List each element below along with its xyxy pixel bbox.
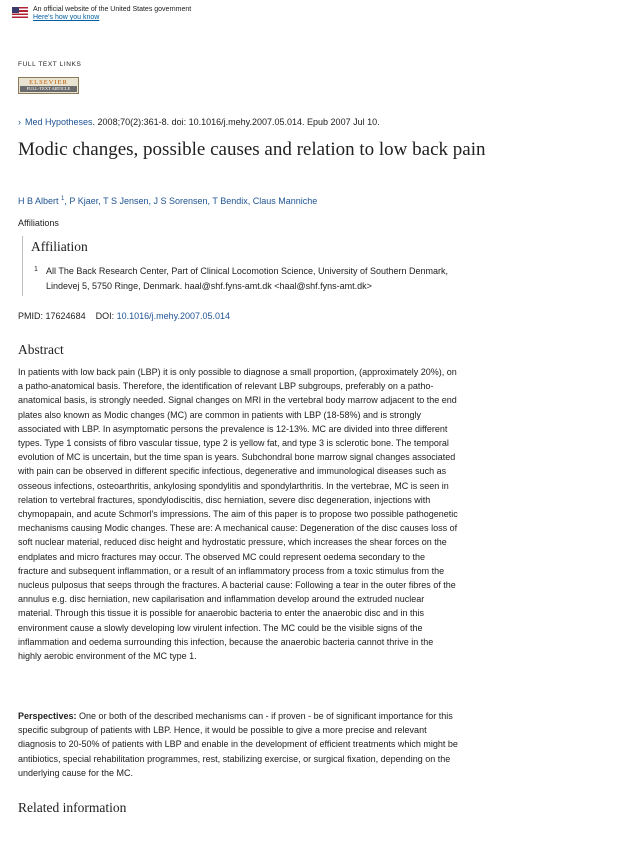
perspectives-text: One or both of the described mechanisms can - if proven - be of significant importance for this specific subgroup of patients with LBP. Hence, it would be possible to give a more precise and relevant diagnosis to 20-50% of patients with LBP and enable in the development of efficient treatments which might be antibiotics, special rehabilitation programmes, rest, stabilizing exercise, or surgical fixation, depending on the underlying cause for the MC. — [18, 711, 458, 778]
article-identifiers — [18, 311, 230, 321]
perspectives-label: Perspectives: — [18, 711, 77, 721]
affiliation-heading: Affiliation — [31, 239, 88, 254]
abstract-perspectives — [18, 709, 458, 780]
citation-details: . 2008;70(2):361-8. doi: 10.1016/j.mehy.2007.05.014. Epub 2007 Jul 10. — [92, 117, 380, 127]
author-link[interactable]: T S Jensen — [103, 196, 149, 206]
article-title: Modic changes, possible causes and relation to low back pain — [18, 139, 486, 160]
gov-banner — [12, 6, 191, 24]
affiliation-number: 1 — [34, 266, 38, 273]
chevron-right-icon: › — [18, 117, 21, 127]
author-link[interactable]: J S Sorensen — [153, 196, 208, 206]
author-list: H B Albert $^1$, P Kjaer, T S Jensen, J S Sorensen, T Bendix, Claus Manniche — [18, 196, 318, 206]
affiliation-text: All The Back Research Center, Part of Clinical Locomotion Science, University of Southern Denmark, Lindevej 5, 5750 Ringe, Denmark. haal@shf.fyns-amt.dk <haal@shf.fyns-amt.dk> — [46, 266, 449, 291]
abstract-body: In patients with low back pain (LBP) it is only possible to diagnose a small proportion, (approximately 20%), on a patho-anatomical basis. Therefore, the identification of relevant LBP subgroups, preferably on a patho-anatomical basis, is strongly needed. Signal changes on MRI in the vertebral body marrow adjacent to the end plates also known as Modic changes (MC) are common in patients with LBP (18-58%) and is strongly associated with LBP. In asymptomatic persons the prevalence is 12-13%. MC are divided into three different types. Type 1 consists of fibro vascular tissue, type 2 is yellow fat, and type 3 is sclerotic bone. The temporal evolution of MC is uncertain, but the time span is years. Subchondral bone marrow signal changes associated with pain can be observed in different specific infectious, degenerative and immunological diseases such as osseous infections, osteoarthritis, ankylosing spondylitis and spondylarthritis. In the vertebrae, MC is seen in relation to vertebral fractures, spondylodiscitis, disc herniation, severe disc degeneration, injections with chymopapain, and acute Schmorl's impressions. The aim of this paper is to propose two possible pathogenetic mechanisms causing Modic changes. These are: A mechanical cause: Degeneration of the disc causes loss of soft nuclear material, reduced disc height and hydrostatic pressure, which increases the shear forces on the endplates and micro fractures may occur. The observed MC could represent oedema secondary to the fracture and subsequent inflammation, or a result of an inflammatory process from a toxic stimulus from the nucleus pulposus that seeps through the fractures. A bacterial cause: Following a tear in the outer fibres of the annulus e.g. disc herniation, new capilarisation and inflammation develop around the extruded nuclear material. Through this tissue it is possible for anaerobic bacteria to enter the anaerobic disc and in this environment cause a slowly developing low virulent infection. The MC could be the visible signs of the inflammation and oedema surrounding this infection, because the anaerobic bacteria cannot thrive in the highly aerobic environment of the MC type 1. — [18, 367, 458, 662]
citation — [18, 117, 380, 127]
affiliation-panel — [22, 236, 563, 296]
us-flag-icon — [12, 7, 28, 18]
elsevier-full-text-link[interactable] — [18, 77, 79, 94]
affiliations-toggle[interactable]: Affiliations — [18, 218, 59, 228]
gov-banner-text: An official website of the United States government — [33, 6, 192, 13]
affiliation-marker[interactable]: 1 — [61, 196, 65, 202]
related-information-heading: Related information — [18, 800, 127, 815]
author-link[interactable]: H B Albert — [18, 196, 59, 206]
elsevier-logo-subtext: FULL-TEXT ARTICLE — [20, 86, 77, 92]
full-text-links-label: FULL TEXT LINKS — [18, 61, 82, 68]
pmid-label: PMID: — [18, 311, 44, 321]
journal-link[interactable]: Med Hypotheses — [25, 117, 93, 127]
heres-how-you-know-link[interactable]: Here's how you know — [33, 14, 100, 21]
author-link[interactable]: T Bendix — [212, 196, 248, 206]
author-link[interactable]: Claus Manniche — [252, 196, 318, 206]
abstract-heading: Abstract — [18, 342, 64, 357]
elsevier-logo-text: ELSEVIER — [29, 79, 68, 86]
doi-link[interactable]: 10.1016/j.mehy.2007.05.014 — [116, 311, 231, 321]
author-link[interactable]: P Kjaer — [69, 196, 99, 206]
pmid-value: 17624684 — [45, 311, 86, 321]
doi-label: DOI: — [95, 311, 115, 321]
